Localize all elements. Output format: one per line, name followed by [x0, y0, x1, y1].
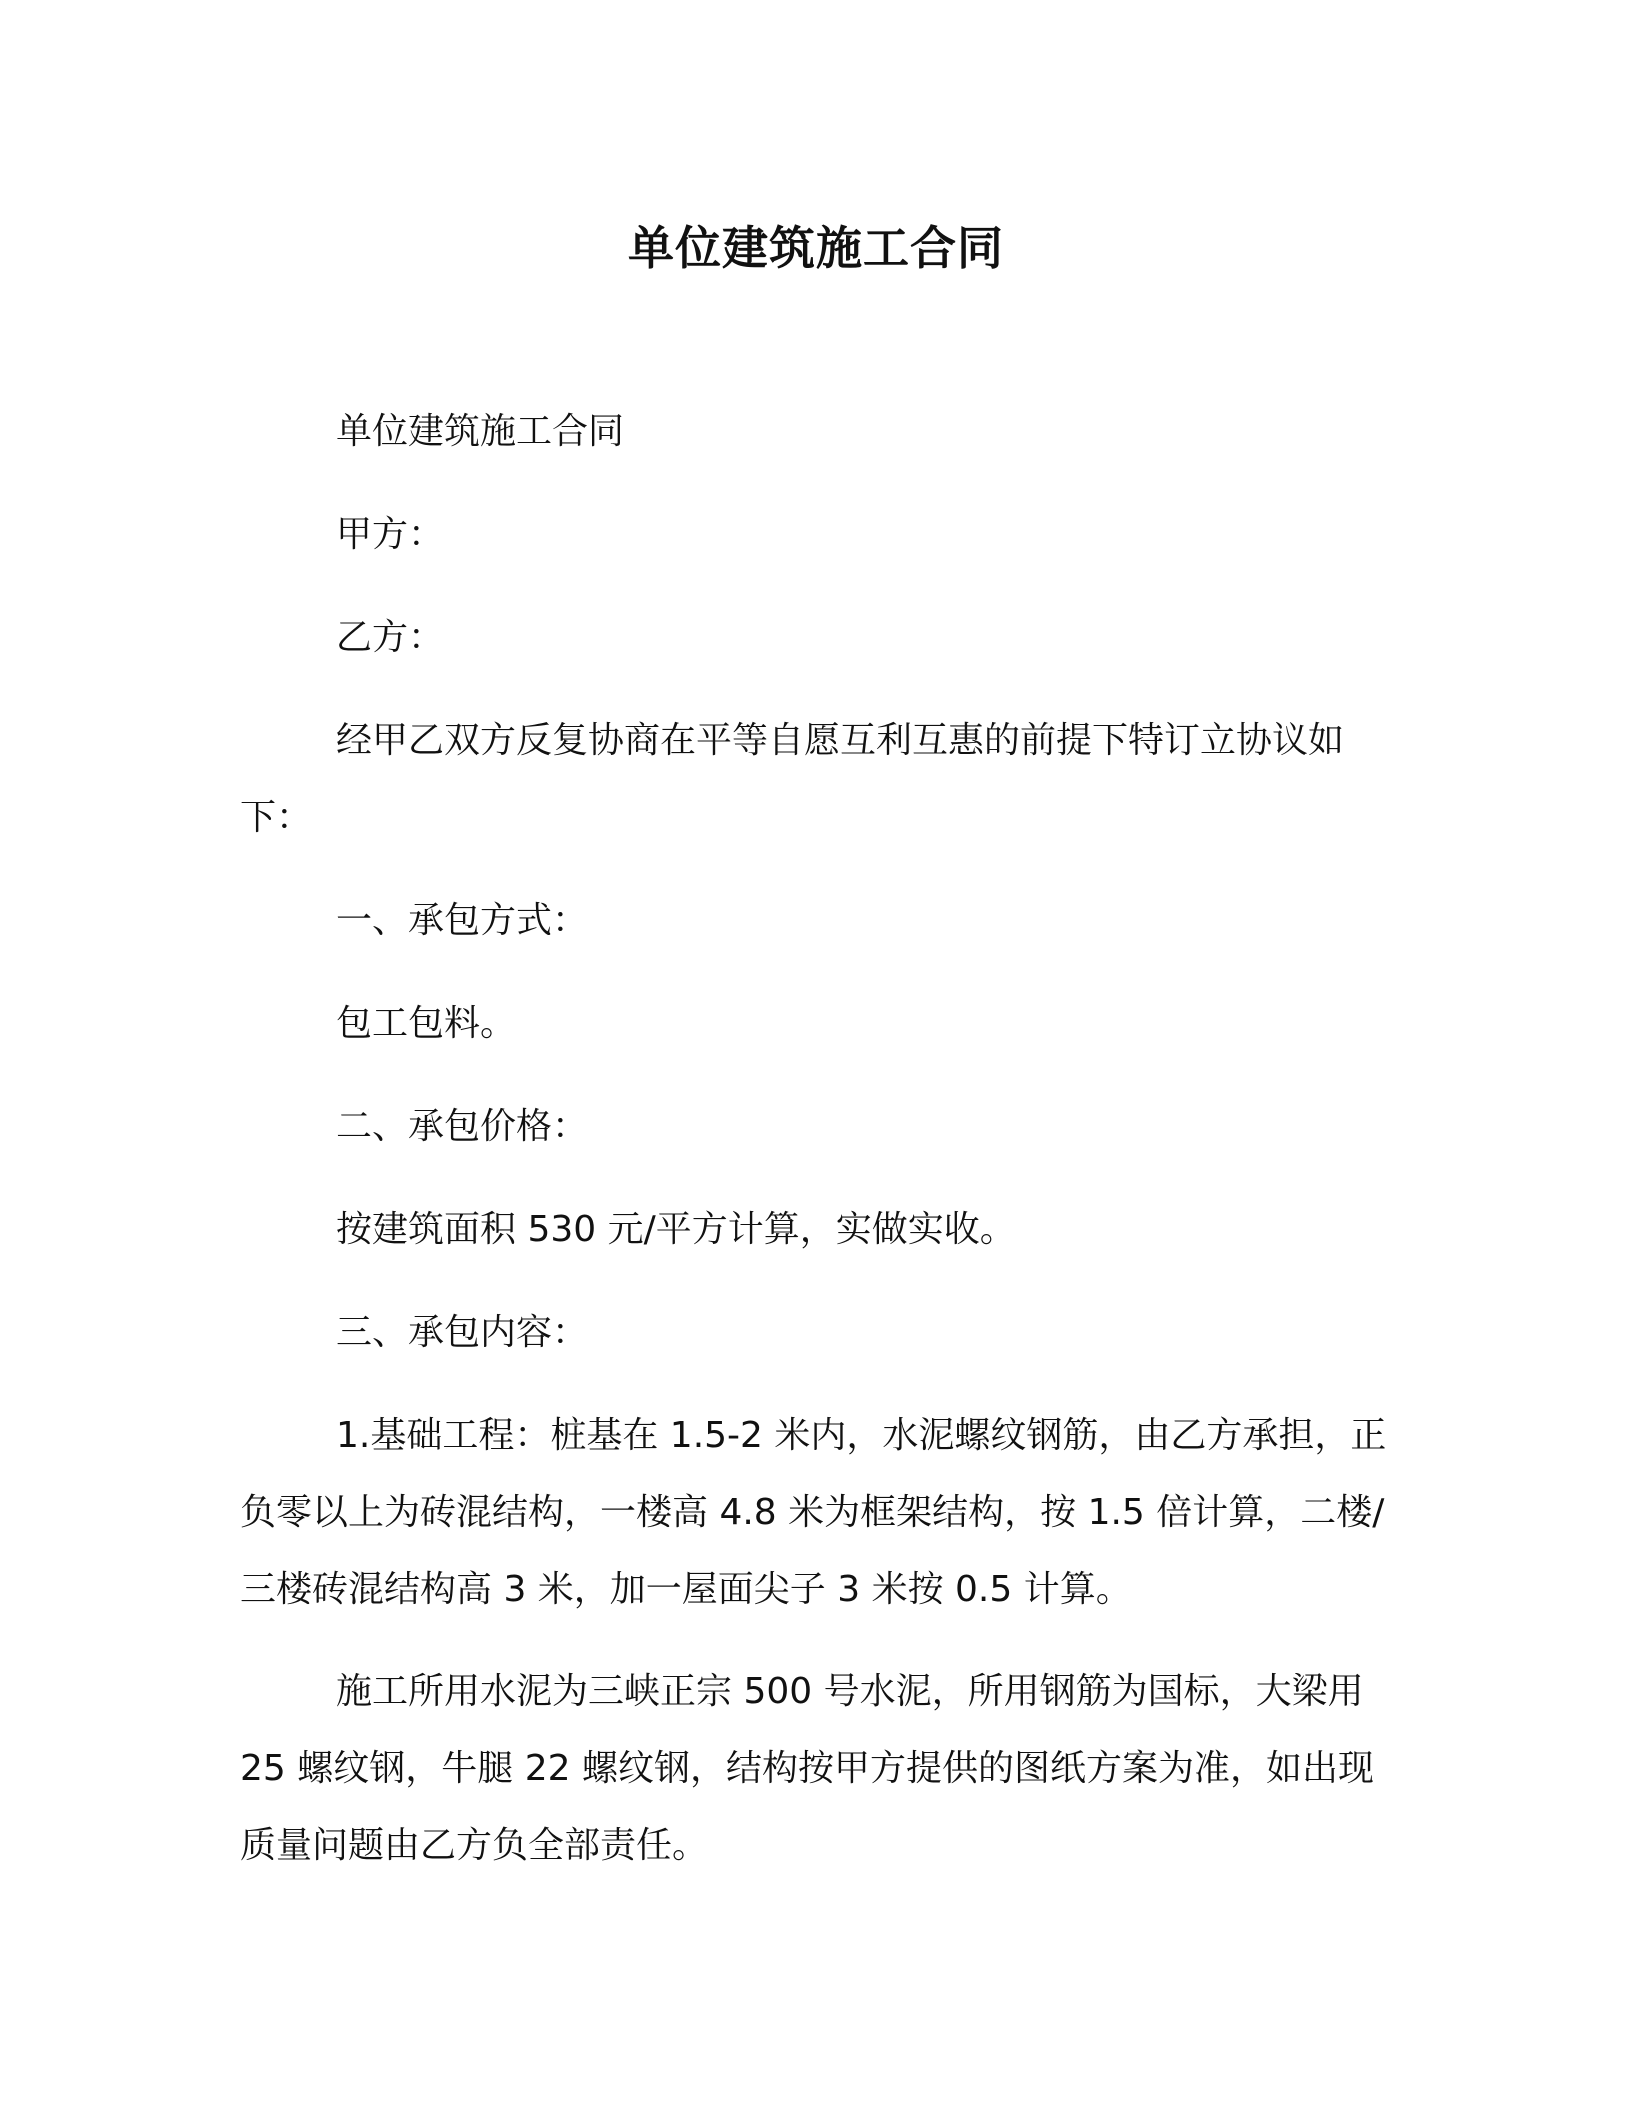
paragraph-section-1-body: 包工包料。: [336, 1003, 517, 1044]
paragraph-materials: 施工所用水泥为三峡正宗 500 号水泥，所用钢筋为国标，大梁用 25 螺纹钢，牛腿 22 螺纹钢，结构按甲方提供的图纸方案为准，如出现质量问题由乙方负全部责任。: [240, 1671, 1374, 1866]
document-title: 单位建筑施工合同: [628, 221, 1004, 275]
paragraph-section-3-item-1: 1.基础工程：桩基在 1.5-2 米内，水泥螺纹钢筋，由乙方承担，正负零以上为砖混结构，一楼高 4.8 米为框架结构，按 1.5 倍计算，二楼/三楼砖混结构高 3 米，加一屋面尖子 3 米按 0.5 计算。: [240, 1415, 1387, 1610]
paragraph-section-2-body: 按建筑面积 530 元/平方计算，实做实收。: [336, 1209, 1016, 1250]
paragraph-subtitle: 单位建筑施工合同: [336, 411, 625, 452]
paragraph-section-1-heading: 一、承包方式：: [336, 900, 589, 941]
paragraph-party-b: 乙方：: [336, 617, 445, 658]
paragraph-section-2-heading: 二、承包价格：: [336, 1106, 589, 1147]
paragraph-preamble: 经甲乙双方反复协商在平等自愿互利互惠的前提下特订立协议如下：: [240, 720, 1345, 838]
paragraph-section-3-heading: 三、承包内容：: [336, 1312, 589, 1353]
paragraph-party-a: 甲方：: [336, 514, 445, 555]
